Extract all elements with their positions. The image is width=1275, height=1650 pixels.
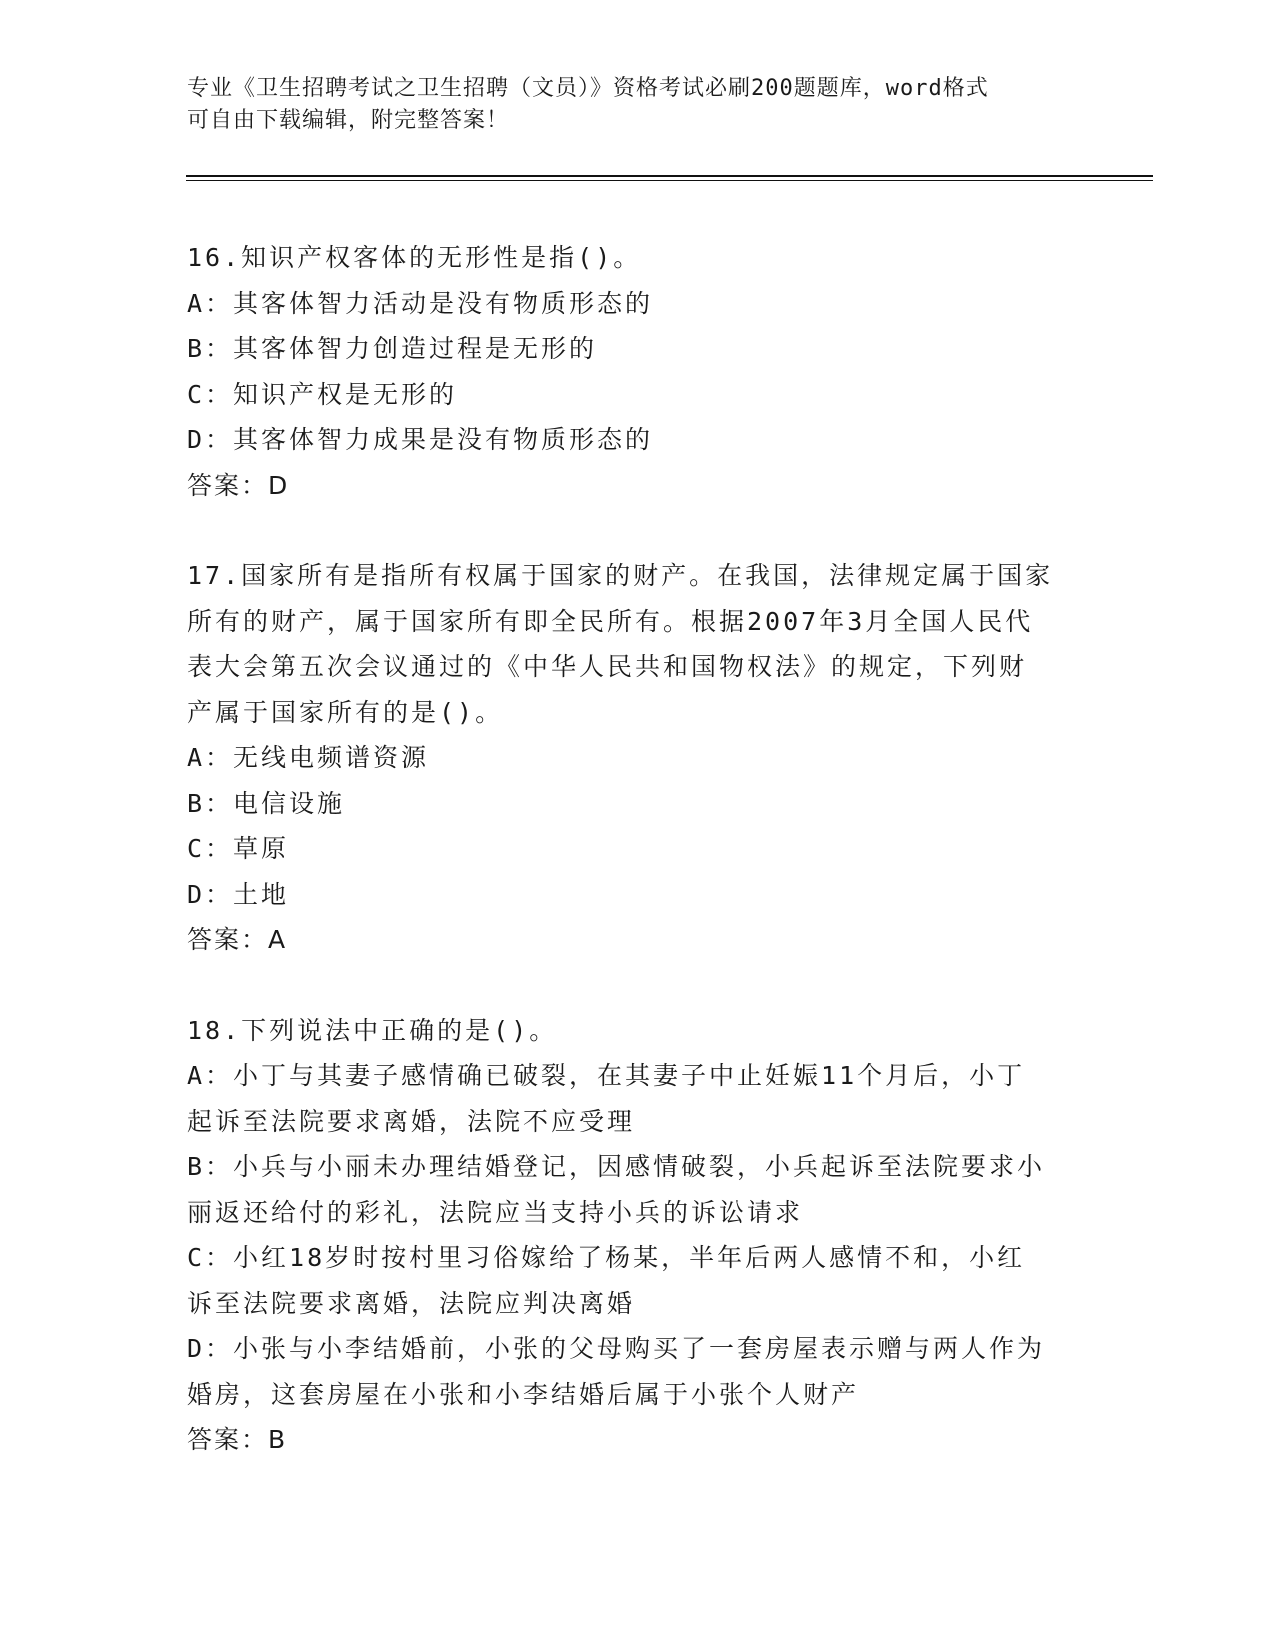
answer-label: 答案：A xyxy=(187,925,288,954)
question-stem: 17.国家所有是指所有权属于国家的财产。在我国，法律规定属于国家 xyxy=(187,561,1054,590)
option-c-continued: 诉至法院要求离婚，法院应判决离婚 xyxy=(187,1288,636,1318)
option-c: C：草原 xyxy=(187,834,290,863)
header-divider-thin xyxy=(186,180,1153,181)
option-b: B：小兵与小丽未办理结婚登记，因感情破裂，小兵起诉至法院要求小 xyxy=(187,1152,1046,1181)
question-18 xyxy=(187,1008,1087,1463)
answer-label: 答案：B xyxy=(187,1425,288,1454)
option-b-continued: 丽返还给付的彩礼，法院应当支持小兵的诉讼请求 xyxy=(187,1197,804,1227)
option-d: D：小张与小李结婚前，小张的父母购买了一套房屋表示赠与两人作为 xyxy=(187,1334,1046,1363)
option-a: A：其客体智力活动是没有物质形态的 xyxy=(187,288,654,318)
option-a-continued: 起诉至法院要求离婚，法院不应受理 xyxy=(187,1106,636,1136)
option-b: B：电信设施 xyxy=(187,788,346,818)
question-17 xyxy=(187,553,1087,963)
header-line-1: 专业《卫生招聘考试之卫生招聘（文员）》资格考试必刷200题题库，word格式 xyxy=(187,76,989,101)
question-stem: 所有的财产，属于国家所有即全民所有。根据2007年3月全国人民代 xyxy=(187,606,1034,636)
question-stem: 表大会第五次会议通过的《中华人民共和国物权法》的规定，下列财 xyxy=(187,652,1028,681)
answer-label: 答案：D xyxy=(187,470,290,500)
question-stem: 18.下列说法中正确的是()。 xyxy=(187,1015,558,1045)
header-line-2: 可自由下载编辑，附完整答案！ xyxy=(187,108,510,133)
option-d-continued: 婚房，这套房屋在小张和小李结婚后属于小张个人财产 xyxy=(187,1379,860,1409)
question-list xyxy=(187,235,1087,1508)
header-divider-thick xyxy=(186,175,1153,177)
option-a: A：小丁与其妻子感情确已破裂，在其妻子中止妊娠11个月后，小丁 xyxy=(187,1061,1026,1090)
option-a: A：无线电频谱资源 xyxy=(187,743,430,772)
question-stem: 16.知识产权客体的无形性是指()。 xyxy=(187,243,642,272)
option-b: B：其客体智力创造过程是无形的 xyxy=(187,334,598,363)
option-c: C：知识产权是无形的 xyxy=(187,379,458,409)
question-stem: 产属于国家所有的是()。 xyxy=(187,697,504,727)
option-d: D：土地 xyxy=(187,879,290,909)
document-header xyxy=(187,73,1067,137)
question-16 xyxy=(187,235,1087,508)
option-d: D：其客体智力成果是没有物质形态的 xyxy=(187,425,654,454)
option-c: C：小红18岁时按村里习俗嫁给了杨某，半年后两人感情不和，小红 xyxy=(187,1243,1026,1272)
